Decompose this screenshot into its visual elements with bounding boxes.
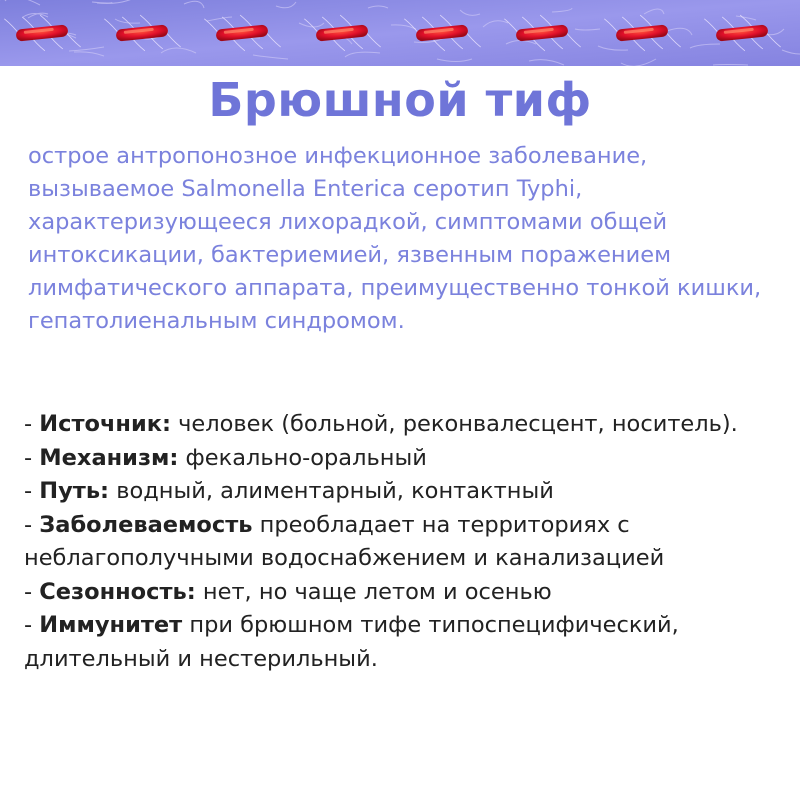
fact-item: [24, 475, 784, 509]
fact-item: [24, 609, 784, 676]
fact-term: Сезонность:: [39, 578, 196, 605]
fact-text: человек (больной, реконвалесцент, носитель).: [170, 411, 738, 437]
fact-bullet: -: [24, 411, 40, 437]
fact-text: нет, но чаще летом и осенью: [195, 578, 552, 605]
fact-text: преобладает на территориях с неблагополучными водоснабжением и канализацией: [24, 511, 665, 571]
fact-item: [24, 576, 784, 610]
fact-item: [24, 408, 784, 442]
fact-term: Путь:: [39, 478, 110, 504]
facts-list: [24, 408, 784, 676]
fact-bullet: -: [24, 478, 40, 504]
fact-bullet: -: [24, 511, 40, 538]
fact-item: [24, 442, 784, 476]
fact-text: фекально-оральный: [178, 444, 427, 471]
fact-term: Источник:: [39, 411, 171, 437]
fact-bullet: -: [24, 578, 40, 605]
fact-term: Механизм:: [39, 444, 179, 471]
fact-bullet: -: [24, 444, 40, 471]
bacteria-banner: [0, 0, 800, 66]
fact-term: Иммунитет: [39, 612, 183, 638]
fact-bullet: -: [24, 612, 40, 638]
fact-term: Заболеваемость: [39, 511, 253, 538]
fact-item: [24, 509, 784, 576]
page-title: Брюшной тиф: [208, 73, 592, 127]
fact-text: водный, алиментарный, контактный: [109, 478, 554, 504]
fact-text: при брюшном тифе типоспецифический, длительный и нестерильный.: [24, 612, 679, 672]
bacteria-banner-image: [0, 0, 800, 66]
definition-text: острое антропонозное инфекционное заболевание, вызываемое Salmonella Enterica серотип Typhi, характеризующееся лихорадкой, симптомами общей интоксикации, бактериемией, язвенным поражением лимфатического аппарата, преимущественно тонкой кишки, гепатолиенальным синдромом.: [28, 143, 762, 334]
